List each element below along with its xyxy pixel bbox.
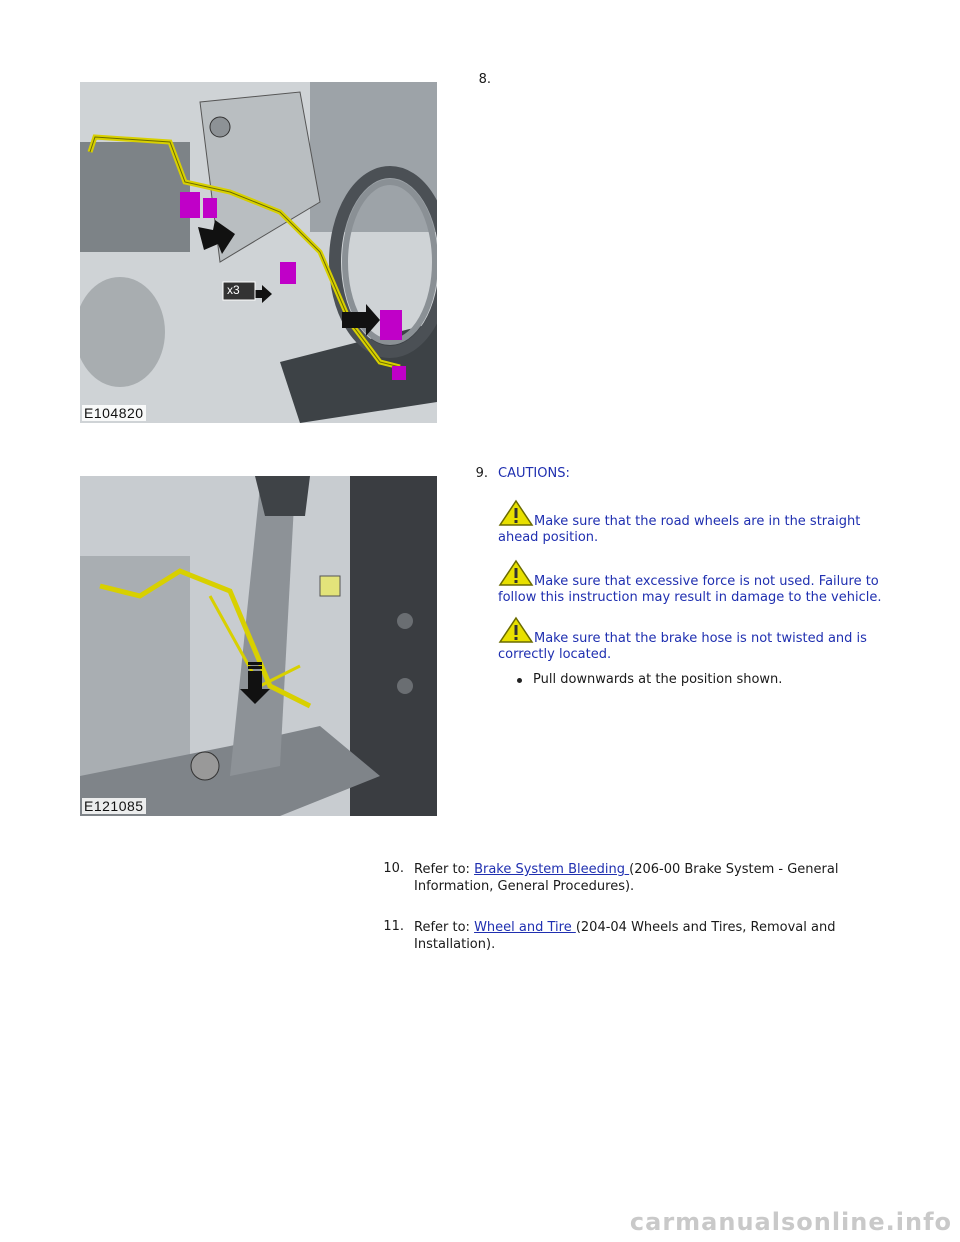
watermark: carmanualsonline.info	[629, 1208, 952, 1236]
figure-caption: E121085	[84, 798, 144, 814]
caution-2	[498, 559, 888, 606]
step-10-text	[414, 861, 884, 895]
bullet-dot-icon	[517, 678, 522, 683]
step-10-number: 10.	[383, 861, 404, 876]
step-11-text	[414, 919, 884, 953]
step-10-prefix: Refer to:	[414, 862, 475, 877]
caution-1-text: Make sure that the road wheels are in the straight ahead position.	[498, 514, 861, 545]
wheel-and-tire-link[interactable]: Wheel and Tire	[474, 920, 576, 935]
step-9-bullet	[533, 672, 782, 687]
step-11-number: 11.	[383, 919, 404, 934]
callout-x3-label: x3	[227, 283, 240, 297]
brake-system-bleeding-link[interactable]: Brake System Bleeding	[474, 862, 630, 877]
caution-1	[498, 499, 888, 546]
warning-triangle-icon	[498, 559, 534, 587]
figure-caption: E104820	[84, 405, 144, 421]
figure-e104820	[80, 82, 437, 423]
figure-e121085	[80, 476, 437, 816]
caution-3	[498, 616, 888, 663]
cautions-heading: CAUTIONS:	[498, 466, 570, 481]
suspension-illustration-1	[80, 82, 437, 423]
caution-3-text: Make sure that the brake hose is not twisted and is correctly located.	[498, 631, 867, 662]
step-8-number: 8.	[478, 72, 491, 87]
caution-2-text: Make sure that excessive force is not used. Failure to follow this instruction may result in damage to the vehicle.	[498, 574, 882, 605]
step-10-suffix: (206-00 Brake System - General Information, General Procedures).	[414, 862, 839, 894]
step-11-suffix: (204-04 Wheels and Tires, Removal and Installation).	[414, 920, 836, 952]
step-9-bullet-text: Pull downwards at the position shown.	[533, 672, 783, 687]
step-11-prefix: Refer to:	[414, 920, 475, 935]
suspension-illustration-2	[80, 476, 437, 816]
warning-triangle-icon	[498, 499, 534, 527]
warning-triangle-icon	[498, 616, 534, 644]
step-9-number: 9.	[475, 466, 488, 481]
